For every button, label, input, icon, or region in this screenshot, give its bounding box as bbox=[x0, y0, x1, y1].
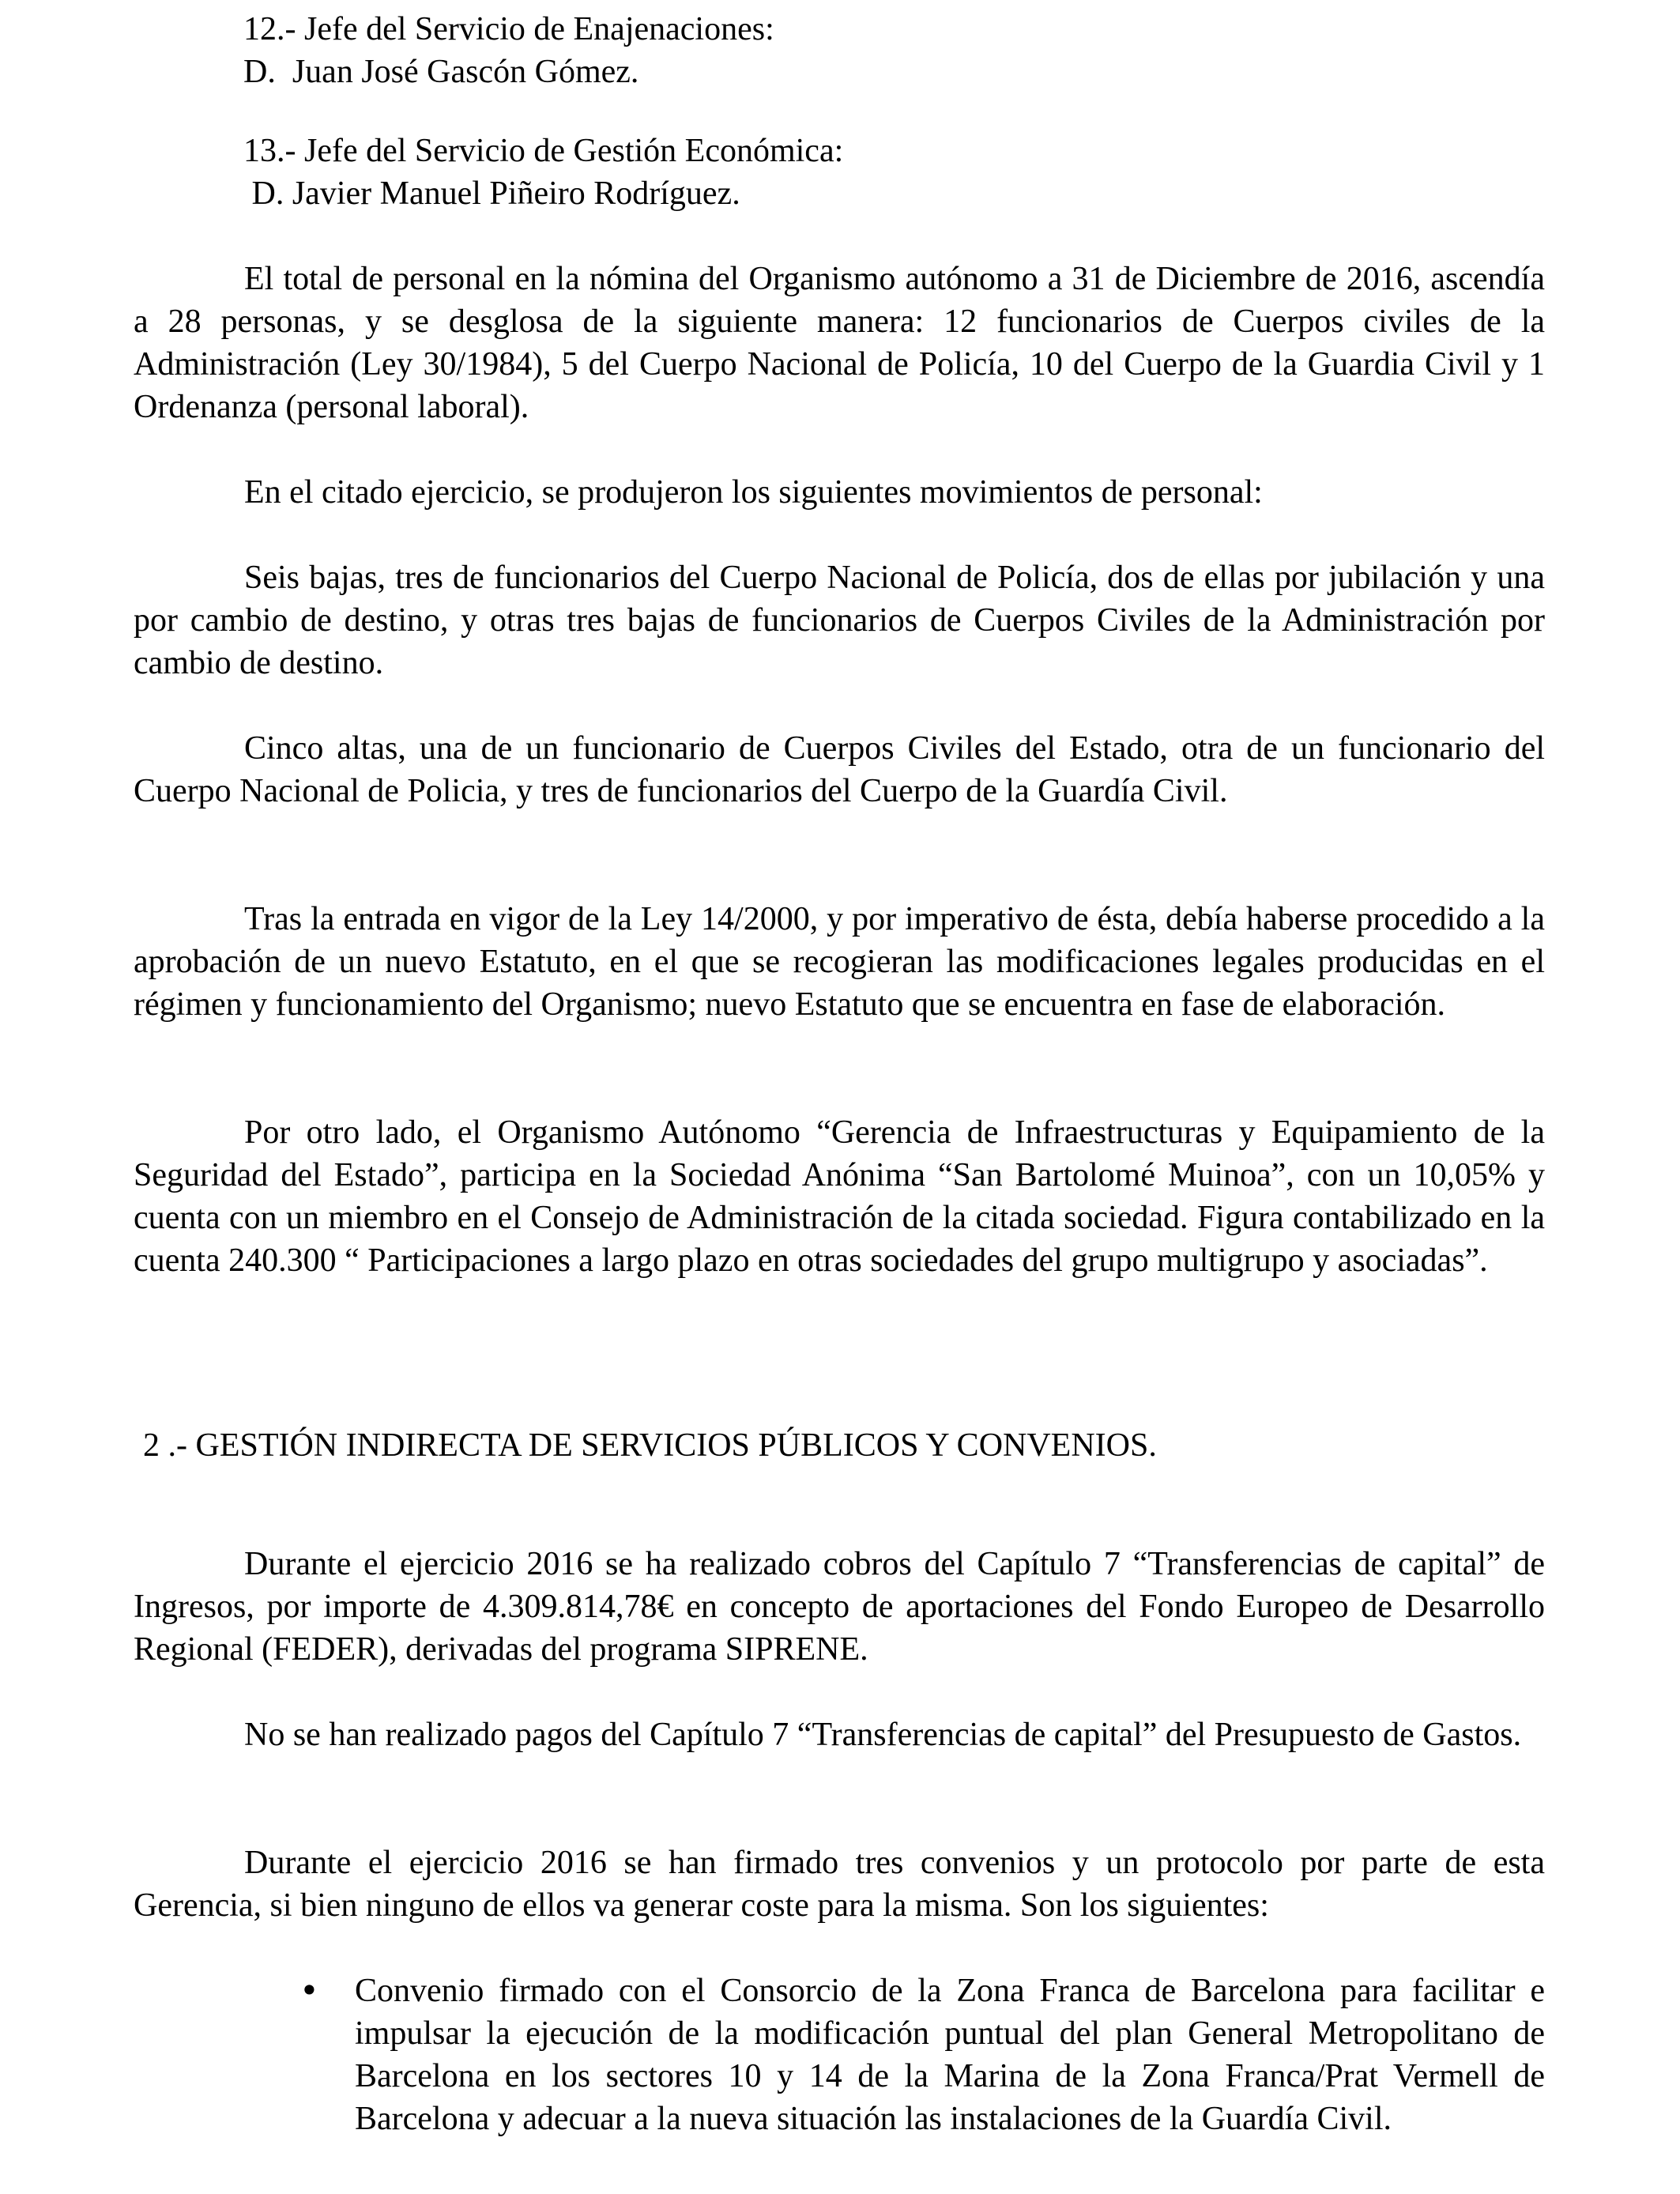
staff-title-13: 13.- Jefe del Servicio de Gestión Económica: bbox=[243, 133, 844, 169]
paragraph-statute: Tras la entrada en vigor de la Ley 14/2000, y por imperativo de ésta, debía haberse procedido a la aprobación de un nuevo Estatuto, en el que se recogieran las modificaciones legales producidas en el régimen y funcionamiento del Organismo; nuevo Estatuto que se encuentra en fase de elaboración. bbox=[134, 901, 1545, 1023]
paragraph-participation: Por otro lado, el Organismo Autónomo “Gerencia de Infraestructuras y Equipamiento de la Seguridad del Estado”, participa en la Sociedad Anónima “San Bartolomé Muinoa”, con un 10,05% y cuenta con un miembro en el Consejo de Administración de la citada sociedad. Figura contabilizado en la cuenta 240.300 “ Participaciones a largo plazo en otras sociedades del grupo multigrupo y asociadas”. bbox=[134, 1114, 1545, 1279]
staff-name-13: D. Javier Manuel Piñeiro Rodríguez. bbox=[243, 175, 740, 212]
paragraph-personnel-movements: En el citado ejercicio, se produjeron los siguientes movimientos de personal: bbox=[244, 474, 1263, 511]
paragraph-agreements: Durante el ejercicio 2016 se han firmado tres convenios y un protocolo por parte de esta Gerencia, si bien ninguno de ellos va generar coste para la misma. Son los siguientes: bbox=[134, 1845, 1545, 1924]
staff-title-12: 12.- Jefe del Servicio de Enajenaciones: bbox=[243, 11, 774, 47]
document-page bbox=[134, 0, 1545, 2194]
list-item bbox=[134, 1970, 1545, 2140]
section-heading: 2 .- GESTIÓN INDIRECTA DE SERVICIOS PÚBLICOS Y CONVENIOS. bbox=[143, 1427, 1157, 1464]
paragraph-payments: No se han realizado pagos del Capítulo 7 “Transferencias de capital” del Presupuesto de Gastos. bbox=[244, 1717, 1522, 1753]
paragraph-arrivals: Cinco altas, una de un funcionario de Cuerpos Civiles del Estado, otra de un funcionario del Cuerpo Nacional de Policia, y tres de funcionarios del Cuerpo de la Guardía Civil. bbox=[134, 730, 1545, 809]
list-item-text: Convenio firmado con el Consorcio de la Zona Franca de Barcelona para facilitar e impulsar la ejecución de la modificación puntual del plan General Metropolitano de Barcelona en los sectores 10 y 14 de la Marina de la Zona Franca/Prat Vermell de Barcelona y adecuar a la nueva situación las instalaciones de la Guardía Civil. bbox=[355, 1973, 1545, 2137]
agreements-list bbox=[134, 1970, 1545, 2140]
staff-name-12: D. Juan José Gascón Gómez. bbox=[243, 54, 639, 90]
paragraph-departures: Seis bajas, tres de funcionarios del Cuerpo Nacional de Policía, dos de ellas por jubilación y una por cambio de destino, y otras tres bajas de funcionarios de Cuerpos Civiles de la Administración por cambio de destino. bbox=[134, 560, 1545, 681]
bullet-icon: • bbox=[299, 1971, 319, 2010]
paragraph-collections: Durante el ejercicio 2016 se ha realizado cobros del Capítulo 7 “Transferencias de capital” de Ingresos, por importe de 4.309.814,78€ en concepto de aportaciones del Fondo Europeo de Desarrollo Regional (FEDER), derivadas del programa SIPRENE. bbox=[134, 1546, 1545, 1668]
paragraph-personnel-total: El total de personal en la nómina del Organismo autónomo a 31 de Diciembre de 2016, ascendía a 28 personas, y se desglosa de la siguiente manera: 12 funcionarios de Cuerpos civiles de la Administración (Ley 30/1984), 5 del Cuerpo Nacional de Policía, 10 del Cuerpo de la Guardia Civil y 1 Ordenanza (personal laboral). bbox=[134, 261, 1545, 425]
